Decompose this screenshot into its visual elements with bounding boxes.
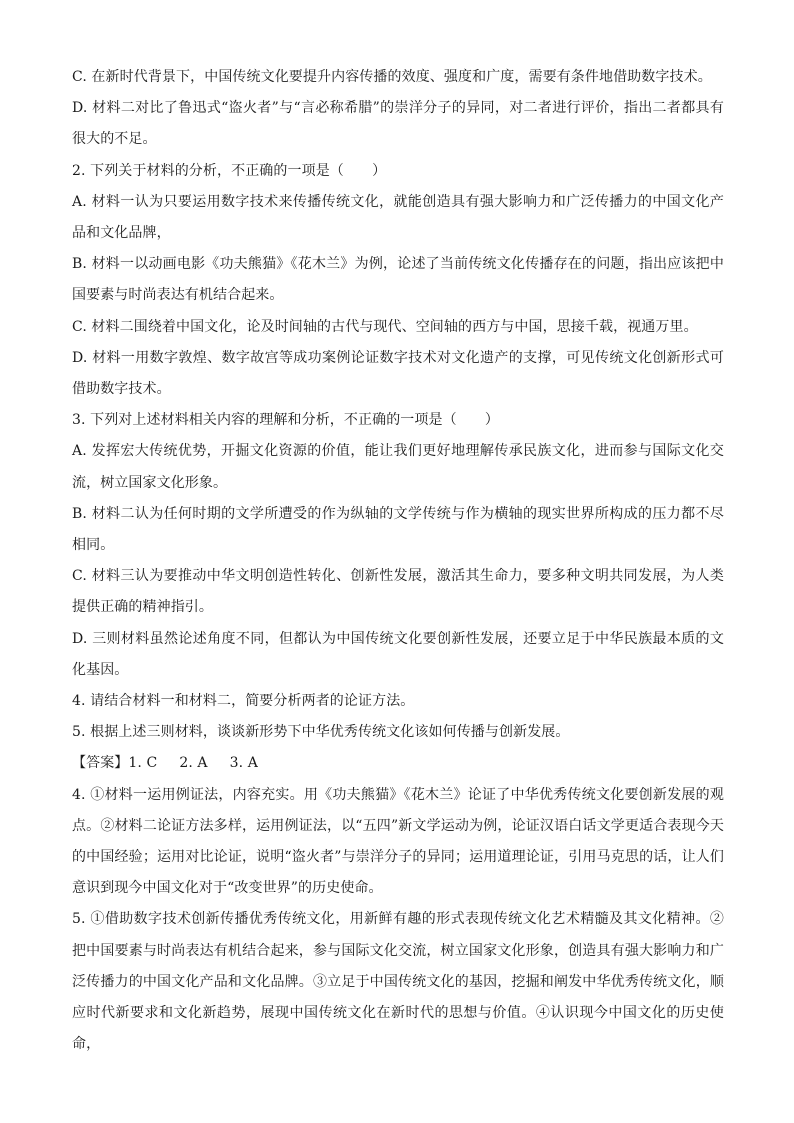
explanation-4: 4. ①材料一运用例证法，内容充实。用《功夫熊猫》《花木兰》论证了中华优秀传统文化要创新发展的观点。②材料二论证方法多样，运用例证法，以“五四”新文学运动为例，论证汉语白话文学更适合表现今天的中国经验；运用对比论证，说明“盗火者”与崇洋分子的异同；运用道理论证，引用马克思的话，让人们意识到现今中国文化对于“改变世界”的历史使命。 [72,786,724,897]
option-a-q3: A. 发挥宏大传统优势，开掘文化资源的价值，能让我们更好地理解传承民族文化，进而参与国际文化交流，树立国家文化形象。 [72,443,724,491]
answer-line [72,748,724,779]
option-b-q3: B. 材料二认为任何时期的文学所遭受的作为纵轴的文学传统与作为横轴的现实世界所构成的压力都不尽相同。 [72,505,724,554]
explanation-5: 5. ①借助数字技术创新传播优秀传统文化，用新鲜有趣的形式表现传统文化艺术精髓及其文化精神。②把中国要素与时尚表达有机结合起来，参与国际文化交流，树立国家文化形象，创造具有强大影响力和广泛传播力的中国文化产品和文化品牌。③立足于中国传统文化的基因，挖掘和阐发中华优秀传统文化，顺应时代新要求和文化新趋势，展现中国传统文化在新时代的思想与价值。④认识现今中国文化的历史使命， [72,911,724,1053]
answer-item-2: 2. A [179,755,208,772]
document-page [72,62,724,1061]
option-c-q1: C. 在新时代背景下，中国传统文化要提升内容传播的效度、强度和广度，需要有条件地借助数字技术。 [72,69,712,85]
question-2: 2. 下列关于材料的分析，不正确的一项是（ ） [72,162,387,179]
answer-tag: 【答案】 [72,755,129,772]
option-c-q2: C. 材料二围绕着中国文化，论及时间轴的古代与现代、空间轴的西方与中国，思接千载，视通万里。 [72,318,698,335]
answer-item-3: 3. A [229,755,258,772]
option-a-q2: A. 材料一认为只要运用数字技术来传播传统文化，就能创造具有强大影响力和广泛传播力的中国文化产品和文化品牌， [72,193,724,242]
option-d-q2: D. 材料一用数字敦煌、数字故宫等成功案例论证数字技术对文化遗产的支撑，可见传统文化创新形式可借助数字技术。 [72,349,724,398]
question-5: 5. 根据上述三则材料，谈谈新形势下中华优秀传统文化该如何传播与创新发展。 [72,724,570,741]
option-d-q1: D. 材料二对比了鲁迅式“盗火者”与“言必称希腊”的崇洋分子的异同，对二者进行评价，指出二者都具有很大的不足。 [72,100,724,148]
option-c-q3: C. 材料三认为要推动中华文明创造性转化、创新性发展，激活其生命力，要多种文明共同发展，为人类提供正确的精神指引。 [72,568,724,616]
option-d-q3: D. 三则材料虽然论述角度不同，但都认为中国传统文化要创新性发展，还要立足于中华民族最本质的文化基因。 [72,630,724,678]
answer-item-1: 1. C [128,755,158,772]
option-b-q2: B. 材料一以动画电影《功夫熊猫》《花木兰》为例，论述了当前传统文化传播存在的问题，指出应该把中国要素与时尚表达有机结合起来。 [72,256,724,304]
question-3: 3. 下列对上述材料相关内容的理解和分析，不正确的一项是（ ） [72,412,500,429]
question-4: 4. 请结合材料一和材料二，简要分析两者的论证方法。 [72,693,415,710]
